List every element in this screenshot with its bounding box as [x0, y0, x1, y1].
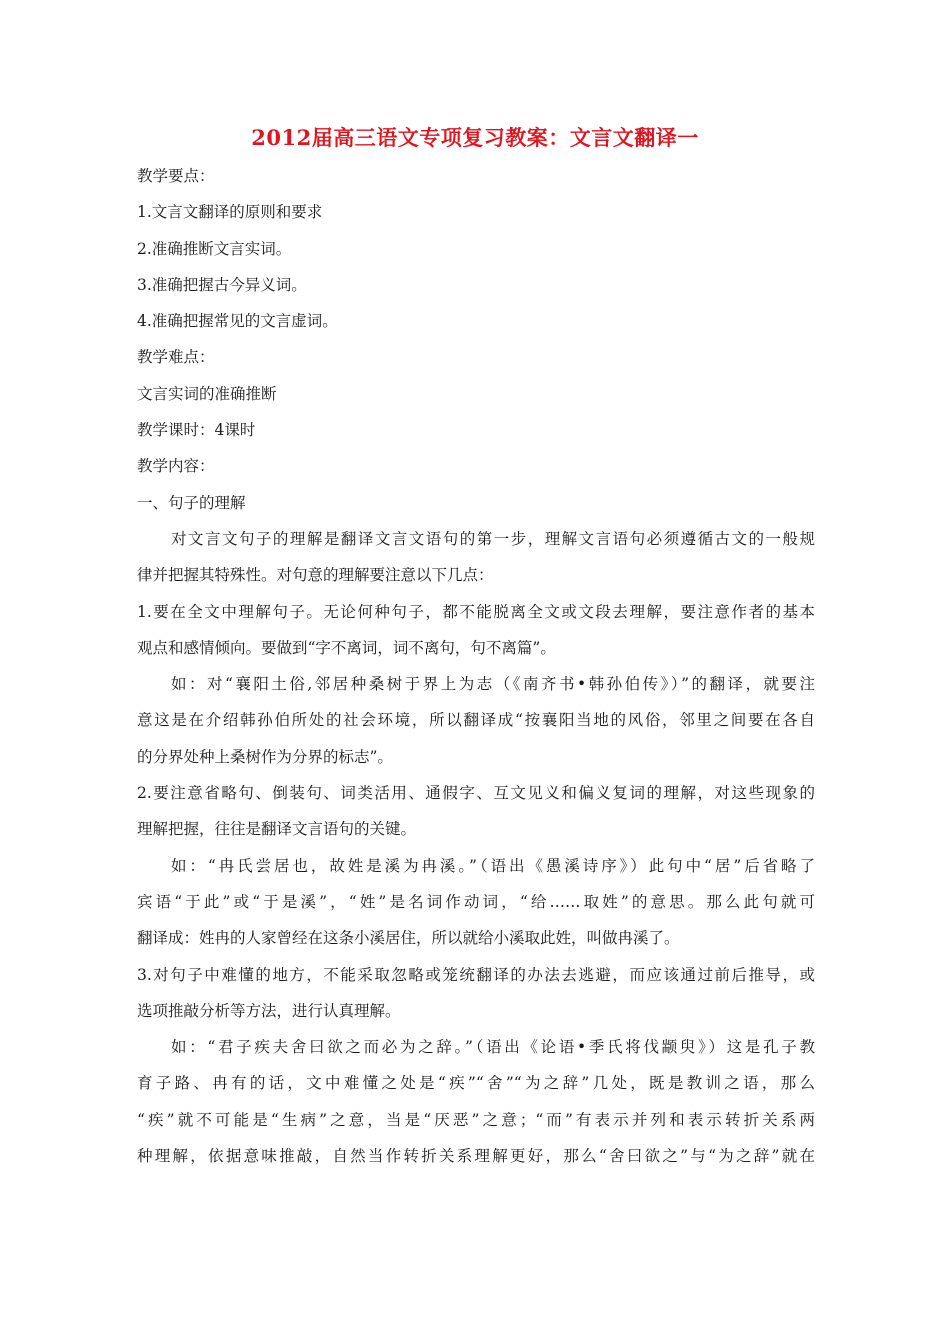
text-line: 3.对句子中难懂的地方，不能采取忽略或笼统翻译的办法去逃避，而应该通过前后推导，或 — [137, 965, 815, 984]
text-line: 1.文言文翻译的原则和要求 — [137, 203, 323, 222]
text-line: 育子路、冉有的话，文中难懂之处是“疾”“舍”“为之辞”几处，既是教训之语，那么 — [137, 1074, 815, 1093]
text-line: 宾语“于此”或“于是溪”，“姓”是名词作动词，“给……取姓”的意思。那么此句就可 — [137, 892, 815, 911]
text-line: 教学要点： — [137, 167, 215, 185]
text-line: 教学课时：4课时 — [137, 421, 256, 440]
text-line: “疾”就不可能是“生病”之意，当是“厌恶”之意；“而”有表示并列和表示转折关系两 — [137, 1110, 815, 1129]
text-line: 如：对“襄阳土俗,邻居种桑树于界上为志（《南齐书•韩孙伯传》）”的翻译，就要注 — [171, 675, 815, 694]
text-line: 1.要在全文中理解句子。无论何种句子，都不能脱离全文或文段去理解，要注意作者的基本 — [137, 602, 815, 621]
text-line: 律并把握其特殊性。对句意的理解要注意以下几点： — [137, 566, 494, 585]
document-title: 2012届高三语文专项复习教案：文言文翻译一 — [251, 125, 699, 150]
text-line: 教学内容： — [137, 457, 215, 476]
text-line: 意这是在介绍韩孙伯所处的社会环境，所以翻译成“按襄阳当地的风俗，邻里之间要在各自 — [137, 711, 815, 730]
text-line: 3.准确把握古今异义词。 — [137, 275, 307, 294]
text-line: 翻译成：姓冉的人家曾经在这条小溪居住，所以就给小溪取此姓，叫做冉溪了。 — [137, 929, 680, 948]
text-line: 4.准确把握常见的文言虚词。 — [137, 312, 338, 331]
text-line: 对文言文句子的理解是翻译文言文语句的第一步，理解文言语句必须遵循古文的一般规 — [171, 529, 815, 548]
text-line: 种理解，依据意味推敲，自然当作转折关系理解更好，那么“舍曰欲之”与“为之辞”就在 — [137, 1147, 815, 1166]
text-line: 教学难点： — [137, 348, 215, 367]
text-line: 理解把握，往往是翻译文言语句的关键。 — [137, 820, 417, 839]
text-line: 一、句子的理解 — [137, 493, 246, 512]
text-line: 文言实词的准确推断 — [137, 384, 277, 403]
document-body — [137, 158, 815, 1174]
text-line: 如：“君子疾夫舍曰欲之而必为之辞。”（语出《论语•季氏将伐颛臾》）这是孔子教 — [171, 1038, 815, 1057]
text-line: 2.要注意省略句、倒装句、词类活用、通假字、互文见义和偏义复词的理解，对这些现象的 — [137, 784, 815, 803]
text-line: 观点和感情倾向。要做到“字不离词，词不离句，句不离篇”。 — [137, 638, 556, 657]
text-line: 如：“冉氏尝居也，故姓是溪为冉溪。”（语出《愚溪诗序》）此句中“居”后省略了 — [171, 856, 815, 875]
text-line: 的分界处种上桑树作为分界的标志”。 — [137, 747, 393, 766]
text-line: 2.准确推断文言实词。 — [137, 239, 292, 258]
text-line: 选项推敲分析等方法，进行认真理解。 — [137, 1001, 401, 1020]
